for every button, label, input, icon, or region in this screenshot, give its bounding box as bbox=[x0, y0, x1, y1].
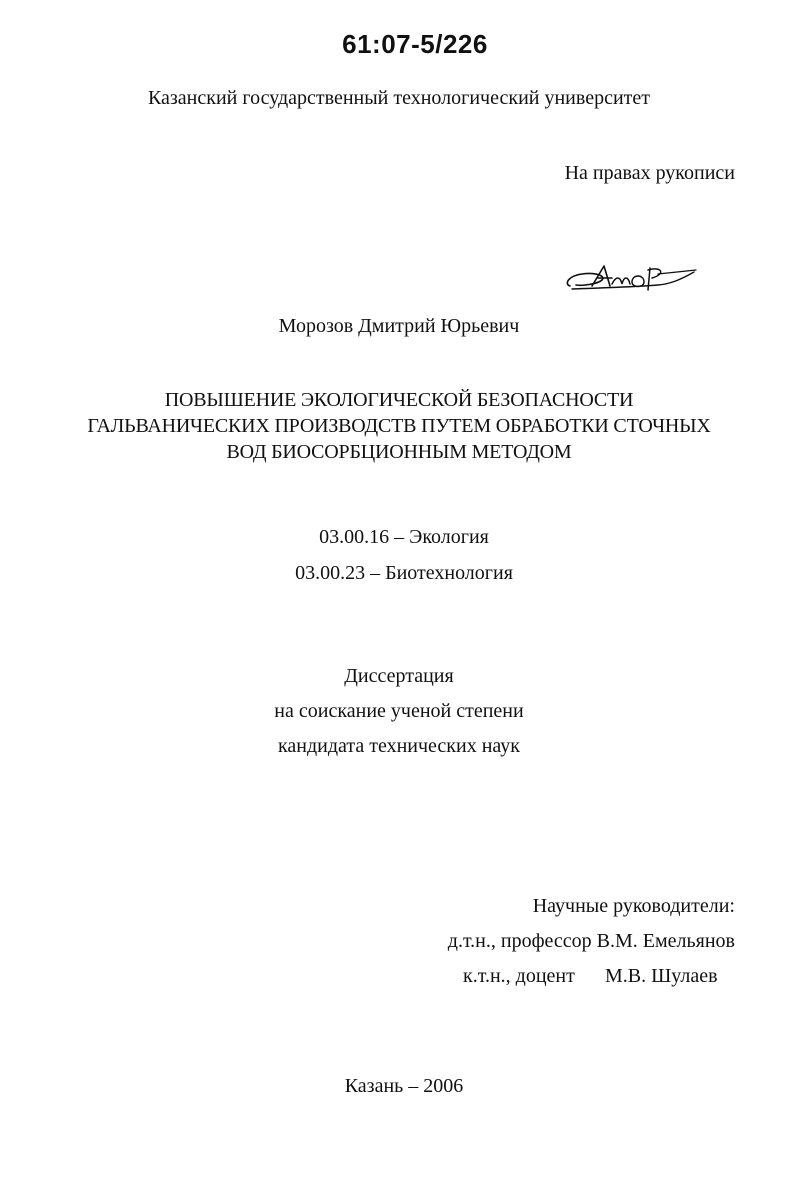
author-name: Морозов Дмитрий Юрьевич bbox=[278, 315, 520, 337]
supervisor-1: д.т.н., профессор В.М. Емельянов bbox=[447, 930, 735, 952]
specialty-ecology: 03.00.16 – Экология bbox=[319, 526, 489, 548]
supervisor-2-name: М.В. Шулаев bbox=[605, 965, 718, 987]
author-signature bbox=[562, 258, 702, 294]
thesis-title-line-3: ВОД БИОСОРБЦИОННЫМ МЕТОДОМ bbox=[226, 441, 572, 463]
thesis-title-line-2: ГАЛЬВАНИЧЕСКИХ ПРОИЗВОДСТВ ПУТЕМ ОБРАБОТКИ СТОЧНЫХ bbox=[87, 415, 711, 437]
degree-line-1: на соискание ученой степени bbox=[274, 700, 524, 722]
university-name: Казанский государственный технологический университет bbox=[147, 87, 651, 109]
supervisors-heading: Научные руководители: bbox=[532, 895, 735, 917]
thesis-title-line-1: ПОВЫШЕНИЕ ЭКОЛОГИЧЕСКОЙ БЕЗОПАСНОСТИ bbox=[164, 389, 634, 411]
degree-line-2: кандидата технических наук bbox=[277, 735, 521, 757]
document-type: Диссертация bbox=[344, 665, 454, 687]
catalog-code: 61:07-5/226 bbox=[342, 29, 488, 59]
supervisor-2-title: к.т.н., доцент bbox=[463, 965, 575, 987]
manuscript-note: На правах рукописи bbox=[564, 162, 735, 184]
city-year: Казань – 2006 bbox=[344, 1075, 464, 1097]
specialty-biotechnology: 03.00.23 – Биотехнология bbox=[295, 562, 513, 584]
